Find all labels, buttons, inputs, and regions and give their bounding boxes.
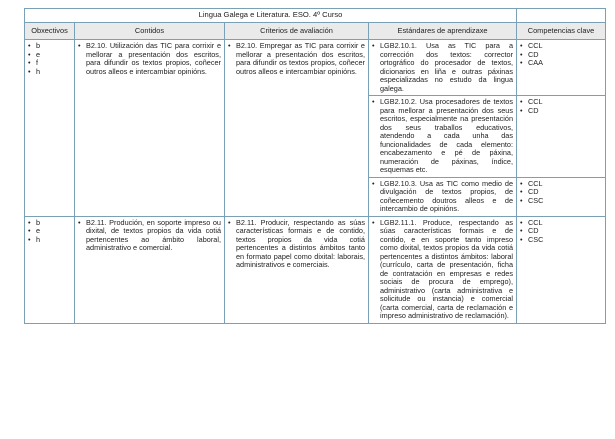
content-cell [75,216,225,323]
standard-cell [369,96,517,178]
objectives-cell [25,216,75,323]
table-row [25,40,606,96]
objective-item: • h [28,68,71,77]
criteria-cell [225,216,369,323]
competence-item: • CD [520,227,602,236]
standard-cell [369,177,517,216]
competence-item: • CD [520,188,602,197]
competences-cell [517,40,606,96]
competence-item: • CCL [520,98,602,107]
objective-item: • f [28,59,71,68]
standard-cell [369,216,517,323]
criteria-cell [225,40,369,217]
title-blank-cell [517,9,606,23]
header-contents: Contidos [75,22,225,40]
objective-item: • h [28,236,71,245]
competence-item: • CCL [520,219,602,228]
competences-cell [517,216,606,323]
criteria-text: • B2.10. Empregar as TIC para corrixir e mellorar a presentación dos escritos, para difundir os textos propios, coñecer outros alleos e intercambiar opinións. [228,42,365,76]
competence-item: • CCL [520,42,602,51]
column-header-row [25,22,606,40]
competence-item: • CAA [520,59,602,68]
header-criteria: Criterios de avaliación [225,22,369,40]
competence-item: • CSC [520,236,602,245]
competence-item: • CD [520,51,602,60]
competence-item: • CSC [520,197,602,206]
header-competences: Competencias clave [517,22,606,40]
objective-item: • b [28,219,71,228]
standard-text: • LGB2.10.2. Usa procesadores de textos para mellorar a presentación dos seus escritos, especialmente na presentación dos seus traballos educativos, atendendo a cada unha das funcionalidades de cada elemento: encabezamento e pé de páxina, numeración de páxinas, índice, esquemas etc. [372,98,513,175]
content-text: • B2.10. Utilización das TIC para corrixir e mellorar a presentación dos escritos, para difundir os textos propios, coñecer outros alleos e intercambiar opinións. [78,42,221,76]
objective-item: • b [28,42,71,51]
objective-item: • e [28,51,71,60]
standard-cell [369,40,517,96]
standard-text: • LGB2.10.3. Usa as TIC como medio de divulgación de textos propios, de coñecemento doutros alleos e de intercambio de opinións. [372,180,513,214]
content-cell [75,40,225,217]
curriculum-table [24,8,606,324]
header-standards: Estándares de aprendizaxe [369,22,517,40]
standard-text: • LGB2.11.1. Produce, respectando as súas características formais e de contido, e en soporte tanto impreso como dixital, textos propios da vida cotiá pertencentes a distintos ámbitos: laboral (currículo, carta de presentación, ficha de contratación en empresas e redes sociais de procura de emprego), administrativo (carta administrativa e solicitude ou instancia) e comercial (carta comercial, carta de reclamación e impreso administrativo de reclamación). [372,219,513,321]
competence-item: • CD [520,107,602,116]
standard-text: • LGB2.10.1. Usa as TIC para a corrección dos textos: corrector ortográfico do procesador de textos, dicionarios en liña e outras páxinas especializadas no estudo da lingua galega. [372,42,513,93]
table-row [25,216,606,323]
competences-cell [517,177,606,216]
competences-cell [517,96,606,178]
header-objectives: Obxectivos [25,22,75,40]
criteria-text: • B2.11. Producir, respectando as súas características formais e de contido, textos propios da vida cotiá pertencentes a distintos ámbitos tanto en formato papel como dixital: laborais, administrativos e comerciais. [228,219,365,270]
objective-item: • e [28,227,71,236]
objectives-cell [25,40,75,217]
table-title: Lingua Galega e Literatura. ESO. 4º Curso [25,9,517,23]
content-text: • B2.11. Produción, en soporte impreso ou dixital, de textos propios da vida cotiá pertencentes ao ámbito laboral, administrativo e comercial. [78,219,221,253]
competence-item: • CCL [520,180,602,189]
title-row [25,9,606,23]
